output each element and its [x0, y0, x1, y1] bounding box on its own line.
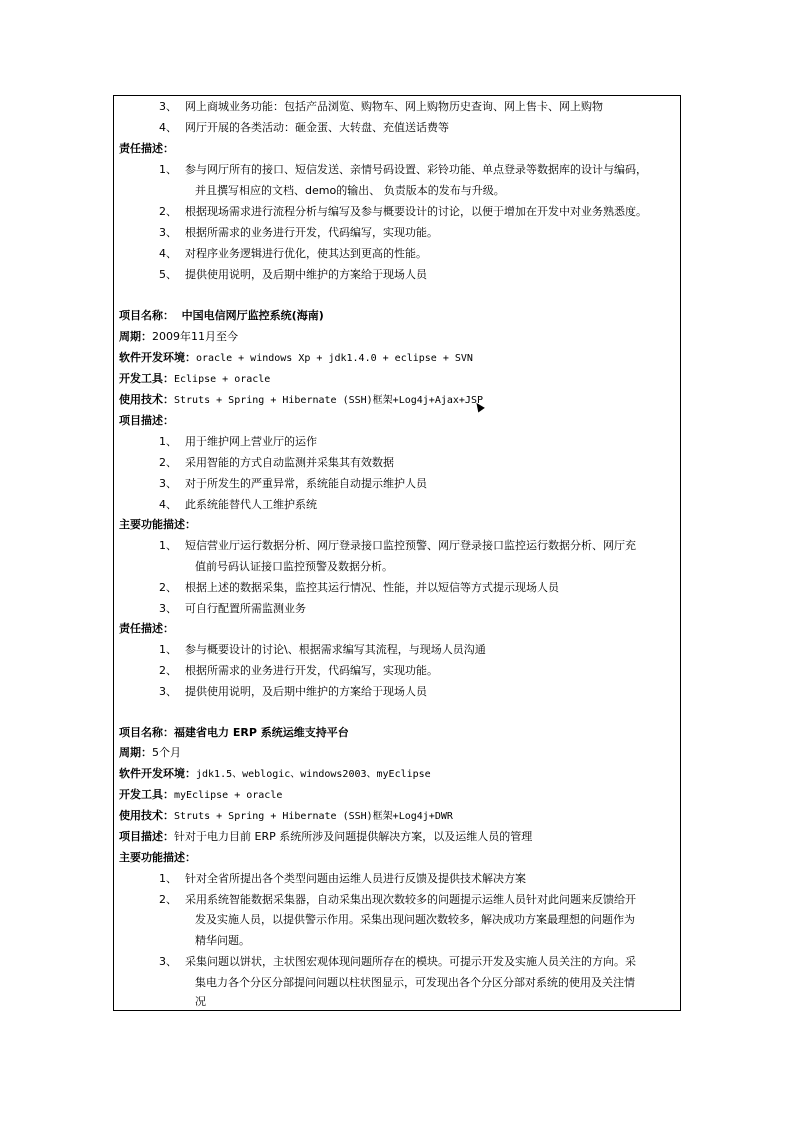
list-item: 2、 根据所需求的业务进行开发，代码编写，实现功能。 [159, 664, 438, 677]
list-item-continuation: 集电力各个分区分部提问问题以柱状图显示，可发现出各个分区分部对系统的使用及关注情 [195, 976, 635, 989]
list-item-continuation: 发及实施人员，以提供警示作用。采集出现问题次数较多，解决成功方案最理想的问题作为 [195, 913, 635, 926]
list-item: 4、 网厅开展的各类活动：砸金蛋、大转盘、充值送话费等 [159, 121, 449, 134]
desc-heading: 项目描述： [119, 414, 174, 427]
list-item: 3、 采集问题以饼状，主状图宏观体现问题所存在的模块。可提示开发及实施人员关注的方向。采 [159, 955, 636, 968]
project-env: 软件开发环境：jdk1.5、weblogic、windows2003、myEclipse [119, 767, 431, 780]
list-item-continuation: 精华问题。 [195, 934, 250, 947]
project-env: 软件开发环境：oracle + windows Xp + jdk1.4.0 + eclipse + SVN [119, 351, 473, 364]
list-item: 4、 对程序业务逻辑进行优化，使其达到更高的性能。 [159, 247, 427, 260]
list-item: 4、 此系统能替代人工维护系统 [159, 498, 317, 511]
project-period: 周期：2009年11月至今 [119, 330, 238, 343]
list-item: 3、 提供使用说明，及后期中维护的方案给于现场人员 [159, 685, 427, 698]
project-title: 项目名称：福建省电力 ERP 系统运维支持平台 [119, 726, 349, 739]
list-item: 2、 采用系统智能数据采集器，自动采集出现次数较多的问题提示运维人员针对此问题来反馈给开 [159, 893, 636, 906]
project-desc: 项目描述：针对于电力目前 ERP 系统所涉及问题提供解决方案，以及运维人员的管理 [119, 830, 533, 843]
list-item: 2、 采用智能的方式自动监测并采集其有效数据 [159, 456, 394, 469]
list-item: 5、 提供使用说明，及后期中维护的方案给于现场人员 [159, 268, 427, 281]
list-item: 3、 根据所需求的业务进行开发，代码编写，实现功能。 [159, 226, 438, 239]
list-item: 1、 参与网厅所有的接口、短信发送、亲情号码设置、彩铃功能、单点登录等数据库的设计与编码， [159, 163, 647, 176]
list-item: 1、 用于维护网上营业厅的运作 [159, 435, 317, 448]
duty-heading: 责任描述： [119, 142, 174, 155]
list-item: 3、 可自行配置所需监测业务 [159, 602, 306, 615]
list-item: 1、 针对全省所提出各个类型问题由运维人员进行反馈及提供技术解决方案 [159, 872, 526, 885]
list-item: 1、 参与概要设计的讨论\、根据需求编写其流程，与现场人员沟通 [159, 643, 486, 656]
duty-heading: 责任描述： [119, 622, 174, 635]
func-heading: 主要功能描述： [119, 518, 196, 531]
project-tech: 使用技术：Struts + Spring + Hibernate (SSH)框架+Log4j+Ajax+JSP [119, 393, 483, 406]
list-item-continuation: 值前号码认证接口监控预警及数据分析。 [195, 560, 393, 573]
project-period: 周期：5个月 [119, 746, 181, 759]
list-item: 1、 短信营业厅运行数据分析、网厅登录接口监控预警、网厅登录接口监控运行数据分析、网厅充 [159, 539, 636, 552]
list-item: 2、 根据现场需求进行流程分析与编写及参与概要设计的讨论，以便于增加在开发中对业务熟悉度。 [159, 205, 647, 218]
list-item-continuation: 况 [195, 995, 206, 1008]
func-heading: 主要功能描述： [119, 851, 196, 864]
list-item: 3、 对于所发生的严重异常，系统能自动提示维护人员 [159, 477, 427, 490]
project-tech: 使用技术：Struts + Spring + Hibernate (SSH)框架+Log4j+DWR [119, 809, 453, 822]
list-item-continuation: 并且撰写相应的文档、demo的输出、 负责版本的发布与升级。 [195, 184, 505, 197]
list-item: 3、 网上商城业务功能：包括产品浏览、购物车、网上购物历史查询、网上售卡、网上购物 [159, 100, 603, 113]
project-tools: 开发工具：myEclipse + oracle [119, 788, 283, 801]
list-item: 2、 根据上述的数据采集，监控其运行情况、性能，并以短信等方式提示现场人员 [159, 581, 559, 594]
project-title: 项目名称： 中国电信网厅监控系统(海南) [119, 309, 324, 322]
project-tools: 开发工具：Eclipse + oracle [119, 372, 271, 385]
